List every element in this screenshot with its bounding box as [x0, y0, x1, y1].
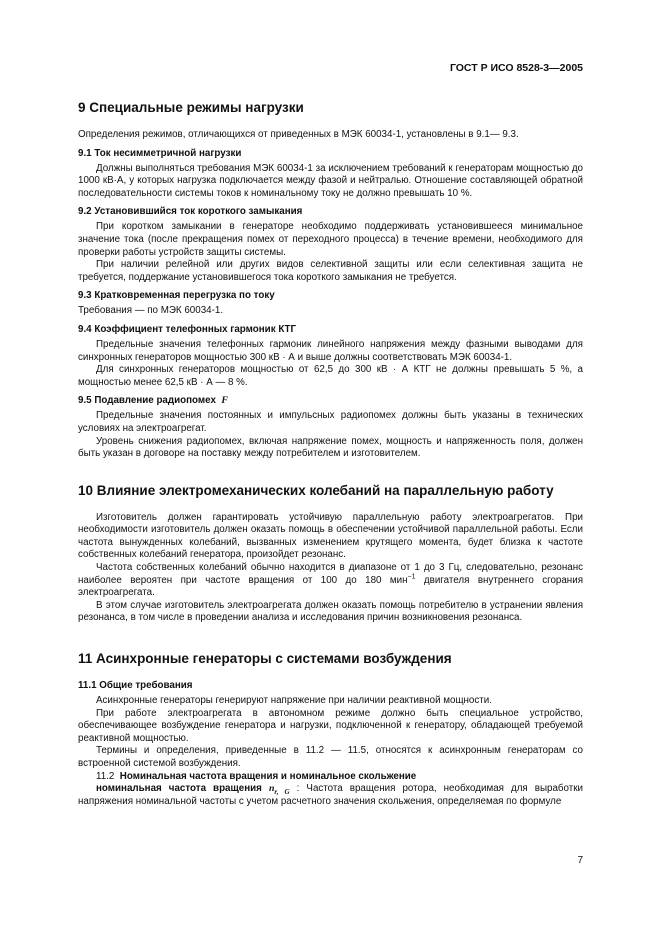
- section-11-title: 11 Асинхронные генераторы с системами возбуждения: [78, 651, 452, 667]
- section-9-title: 9 Специальные режимы нагрузки: [78, 100, 304, 115]
- paragraph: Уровень снижения радиопомех, включая напряжение помех, мощность и напряженность поля, должен быть указан в договоре на поставку между потребителем и изготовителем.: [78, 435, 583, 460]
- paragraph: Асинхронные генераторы генерируют напряжение при наличии реактивной мощности.: [96, 695, 492, 707]
- subsection-11-1-title: 11.1 Общие требования: [78, 680, 193, 692]
- paragraph: В этом случае изготовитель электроагрегата должен оказать помощь потребителю в устранении явления резонанса, в том числе в проведении анализа и исследования причин возникновения резонанса.: [78, 599, 583, 624]
- paragraph: При коротком замыкании в генераторе необходимо поддерживать установившееся минимальное значение тока (после прекращения помех от переходного процесса) в течение времени, необходимого для проверки работы устройств защиты системы.: [78, 221, 583, 258]
- term-symbol-subscript: r, G: [274, 788, 290, 797]
- paragraph-part: двигателя внутреннего сгорания электроагрегата.: [78, 574, 583, 599]
- document-page: [78, 62, 583, 808]
- paragraph: Термины и определения, приведенные в 11.2 — 11.5, относятся к асинхронным генераторам со встроенной системой возбуждения.: [78, 745, 583, 769]
- paragraph: Предельные значения телефонных гармоник линейного напряжения между фазными выводами для синхронных генераторов мощностью 300 кВ · А и выше должны соответствовать МЭК 60034-1.: [78, 338, 583, 363]
- paragraph: [78, 562, 583, 600]
- paragraph: Для синхронных генераторов мощностью от 62,5 до 300 кВ · А КТГ не должны превышать 5 %, а мощностью менее 62,5 кВ · А — 8 %.: [78, 364, 583, 388]
- paragraph: Должны выполняться требования МЭК 60034-1 за исключением требований к генераторам мощностью до 1000 кВ·А, у которых нагрузка подключается между фазой и нейтралью. Отношение составляющей обратной последовательности системы токов к номинальному току не должно превышать 10 %.: [78, 162, 583, 199]
- page-number: 7: [577, 855, 583, 866]
- term: номинальная частота вращения: [96, 783, 262, 795]
- section-10-title: 10 Влияние электромеханических колебаний на параллельную работу: [78, 482, 554, 498]
- paragraph: Предельные значения постоянных и импульсных радиопомех должны быть указаны в технических условиях на электроагрегат.: [78, 410, 583, 434]
- paragraph: Изготовитель должен гарантировать устойчивую параллельную работу электроагрегатов. При необходимости изготовитель должен оказать помощь в обеспечении устойчивой параллельной работы. Если частота вынужденных колебаний, вызванных изменением крутящего момента, будет близка к частоте собственных колебаний генератора, произойдет резонанс.: [78, 511, 583, 561]
- subsection-9-5-text: 9.5 Подавление радиопомех: [78, 395, 216, 407]
- subsection-9-1-title: 9.1 Ток несимметричной нагрузки: [78, 147, 242, 159]
- subsection-11-2-heading: [78, 771, 583, 784]
- subsection-11-2-title: Номинальная частота вращения и номинальное скольжение: [119, 770, 417, 782]
- superscript: −1: [407, 573, 416, 581]
- paragraph: При работе электроагрегата в автономном режиме должно быть специальное устройство, обеспечивающее возбуждение генератора и нагрузки, подключенной к генератору, обладающей требуемой реактивной мощностью.: [78, 707, 583, 744]
- subsection-9-5-title: [78, 395, 583, 406]
- subsection-number: 11.2: [96, 770, 115, 782]
- term-definition-text: : Частота вращения ротора, необходимая для выработки напряжения номинальной частоты с учетом расчетного значения скольжения, определяемая по формуле: [78, 783, 583, 807]
- document-code: ГОСТ Р ИСО 8528-3—2005: [449, 62, 583, 74]
- symbol-f: F: [221, 395, 228, 407]
- paragraph: Требования — по МЭК 60034-1.: [78, 305, 224, 317]
- subsection-9-4-title: 9.4 Коэффициент телефонных гармоник КТГ: [78, 323, 297, 335]
- subsection-9-2-title: 9.2 Установившийся ток короткого замыкания: [78, 206, 303, 218]
- section-9-intro: Определения режимов, отличающихся от приведенных в МЭК 60034-1, установлены в 9.1— 9.3.: [78, 129, 519, 140]
- paragraph-part: Частота собственных колебаний обычно находится в диапазоне от 1 до 3 Гц, следовательно, резонанс наиболее вероятен при частоте вращения от 100 до 180 мин: [78, 562, 583, 586]
- term-symbol: n: [268, 783, 275, 795]
- subsection-9-3-title: 9.3 Кратковременная перегрузка по току: [78, 290, 275, 302]
- term-definition: [78, 783, 583, 808]
- paragraph: При наличии релейной или других видов селективной защиты или если селективная защита не требуется, поддержание установившегося тока короткого замыкания не требуется.: [78, 259, 583, 283]
